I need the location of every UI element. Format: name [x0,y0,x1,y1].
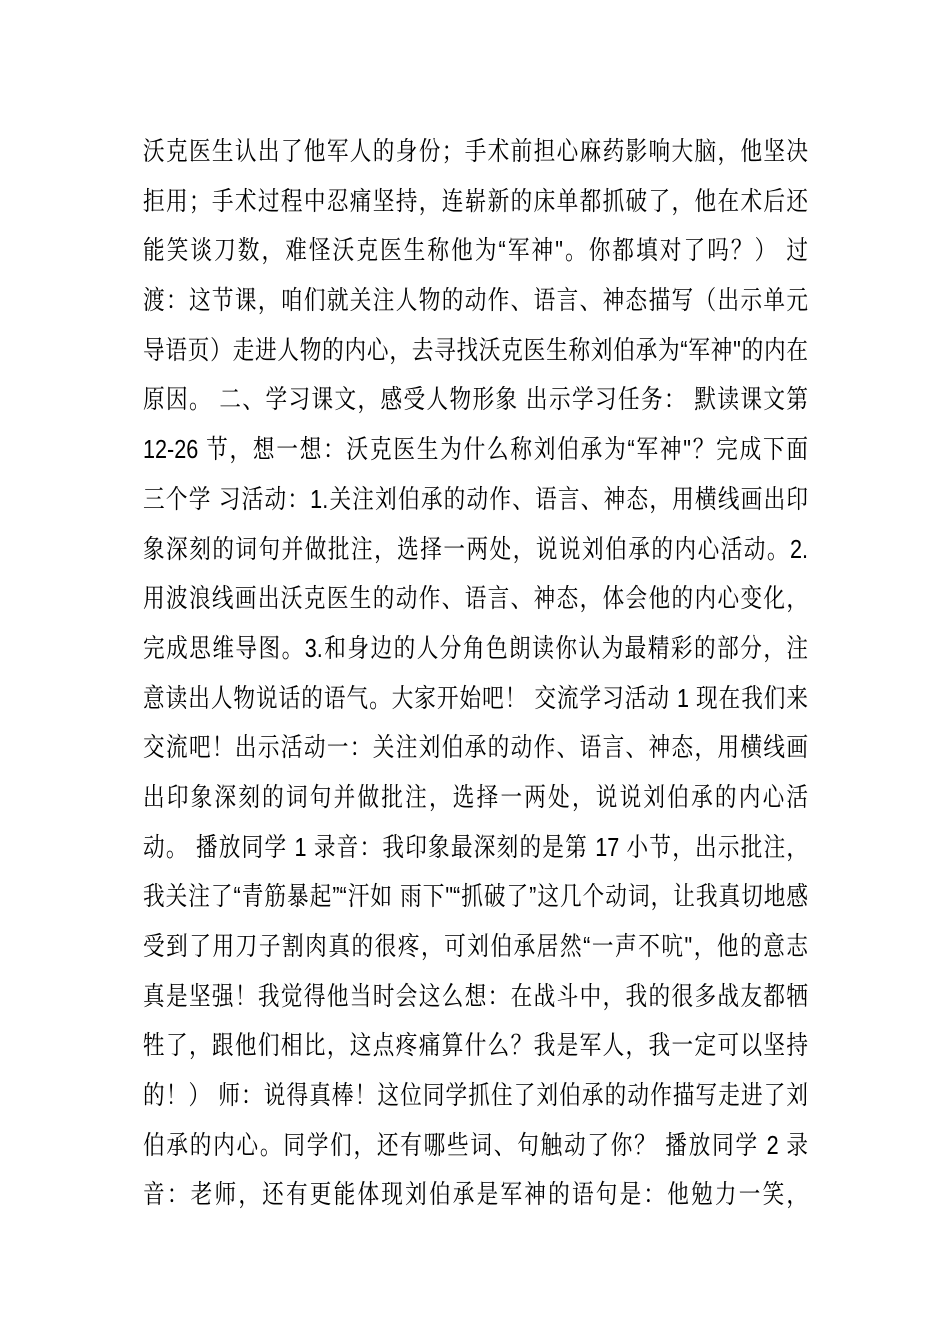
text-line: 用波浪线画出沃克医生的动作、语言、神态，体会他的内心变化， [143,583,809,614]
text-line: 能笑谈刀数，难怪沃克医生称他为“军神"。你都填对了吗？） 过 [143,235,809,266]
text-line: 的！） 师：说得真棒！这位同学抓住了刘伯承的动作描写走进了刘 [143,1080,809,1111]
text-line: 象深刻的词句并做批注，选择一两处，说说刘伯承的内心活动。2. [143,533,809,564]
text-line: 出印象深刻的词句并做批注，选择一两处，说说刘伯承的内心活 [143,781,809,812]
text-line: 渡：这节课，咱们就关注人物的动作、语言、神态描写（出示单元 [143,285,809,316]
text-line: 伯承的内心。同学们，还有哪些词、句触动了你？ 播放同学 2 录 [143,1129,809,1160]
text-line: 沃克医生认出了他军人的身份；手术前担心麻药影响大脑，他坚决 [143,136,809,166]
text-line: 受到了用刀子割肉真的很疼，可刘伯承居然“一声不吭"，他的意志 [143,931,809,961]
text-line: 拒用；手术过程中忍痛坚持，连崭新的床单都抓破了，他在术后还 [143,185,809,216]
text-line: 导语页）走进人物的内心，去寻找沃克医生称刘伯承为“军神"的内在 [143,334,809,365]
paragraph-text-block [143,127,808,1220]
text-line: 我关注了“青筋暴起”“汗如 雨下"“抓破了”这几个动词，让我真切地感 [143,881,809,912]
text-line: 牲了，跟他们相比，这点疼痛算什么？我是军人，我一定可以坚持 [143,1030,809,1061]
text-line: 交流吧！出示活动一：关注刘伯承的动作、语言、神态，用横线画 [143,732,809,763]
text-line: 完成思维导图。3.和身边的人分角色朗读你认为最精彩的部分，注 [143,632,809,663]
text-line: 动。 播放同学 1 录音：我印象最深刻的是第 17 小节，出示批注， [143,831,809,862]
text-line: 12-26 节，想一想：沃克医生为什么称刘伯承为“军神"？完成下面 [143,434,809,465]
text-line: 音：老师，还有更能体现刘伯承是军神的语句是：他勉力一笑， [143,1179,809,1210]
text-line: 原因。 二、学习课文，感受人物形象 出示学习任务： 默读课文第 [143,384,809,415]
text-line: 真是坚强！我觉得他当时会这么想：在战斗中，我的很多战友都牺 [143,980,809,1011]
text-line: 三个学 习活动：1.关注刘伯承的动作、语言、神态，用横线画出印 [143,483,809,514]
text-line: 意读出人物说话的语气。大家开始吧！ 交流学习活动 1 现在我们来 [143,682,809,713]
